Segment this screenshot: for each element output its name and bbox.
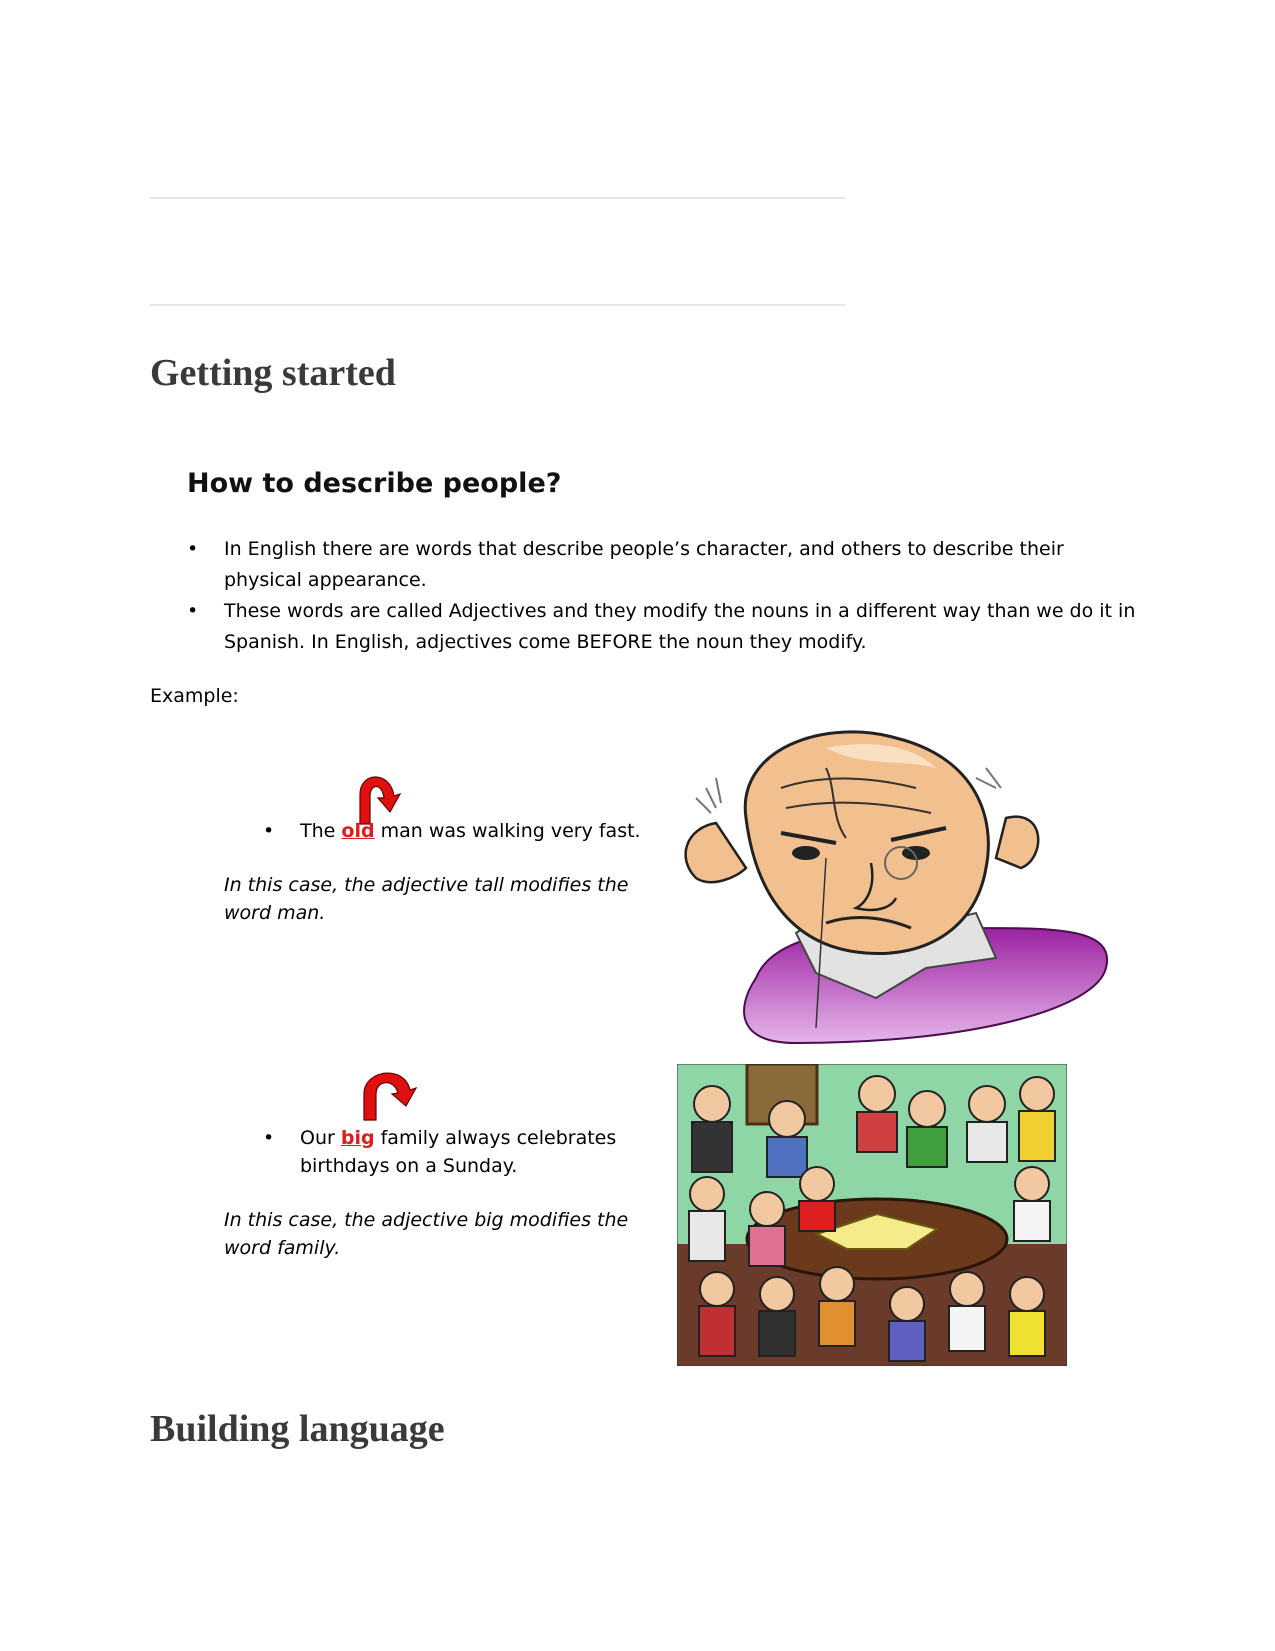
sentence-after: family always celebrates birthdays on a Sunday. bbox=[300, 1127, 617, 1177]
example-sentence-big bbox=[263, 1124, 700, 1180]
intro-bullet-text: In English there are words that describe people’s character, and others to describe their physical appearance. bbox=[224, 538, 1064, 591]
intro-bullet-list bbox=[187, 534, 1147, 658]
heading-getting-started: Getting started bbox=[150, 352, 396, 394]
bullet-icon: • bbox=[263, 820, 275, 842]
sentence-before: Our bbox=[300, 1127, 341, 1149]
intro-bullet-text: These words are called Adjectives and they modify the nouns in a different way than we do it in Spanish. In English, adjectives come BEFORE the noun they modify. bbox=[224, 600, 1136, 653]
curved-arrow-icon bbox=[360, 1068, 420, 1122]
bullet-icon: • bbox=[263, 1127, 275, 1149]
adjective-old: old bbox=[341, 820, 375, 842]
adjective-big: big bbox=[340, 1127, 375, 1149]
intro-bullet-item bbox=[187, 596, 1147, 658]
example-note-old: In this case, the adjective tall modifies the word man. bbox=[224, 874, 629, 924]
bullet-icon: • bbox=[187, 538, 199, 560]
header-rule-bottom bbox=[150, 304, 845, 306]
intro-bullet-item bbox=[187, 534, 1147, 596]
example-label: Example: bbox=[150, 685, 239, 707]
old-man-illustration bbox=[676, 728, 1112, 1046]
heading-building-language: Building language bbox=[150, 1408, 445, 1450]
header-rule-top bbox=[150, 197, 845, 199]
example-note-big: In this case, the adjective big modifies the word family. bbox=[224, 1209, 629, 1259]
bullet-icon: • bbox=[187, 600, 199, 622]
heading-how-to-describe: How to describe people? bbox=[187, 468, 562, 499]
family-birthday-illustration bbox=[677, 1064, 1067, 1366]
example-sentence-old bbox=[263, 817, 700, 845]
sentence-after: man was walking very fast. bbox=[374, 820, 641, 842]
sentence-before: The bbox=[300, 820, 342, 842]
